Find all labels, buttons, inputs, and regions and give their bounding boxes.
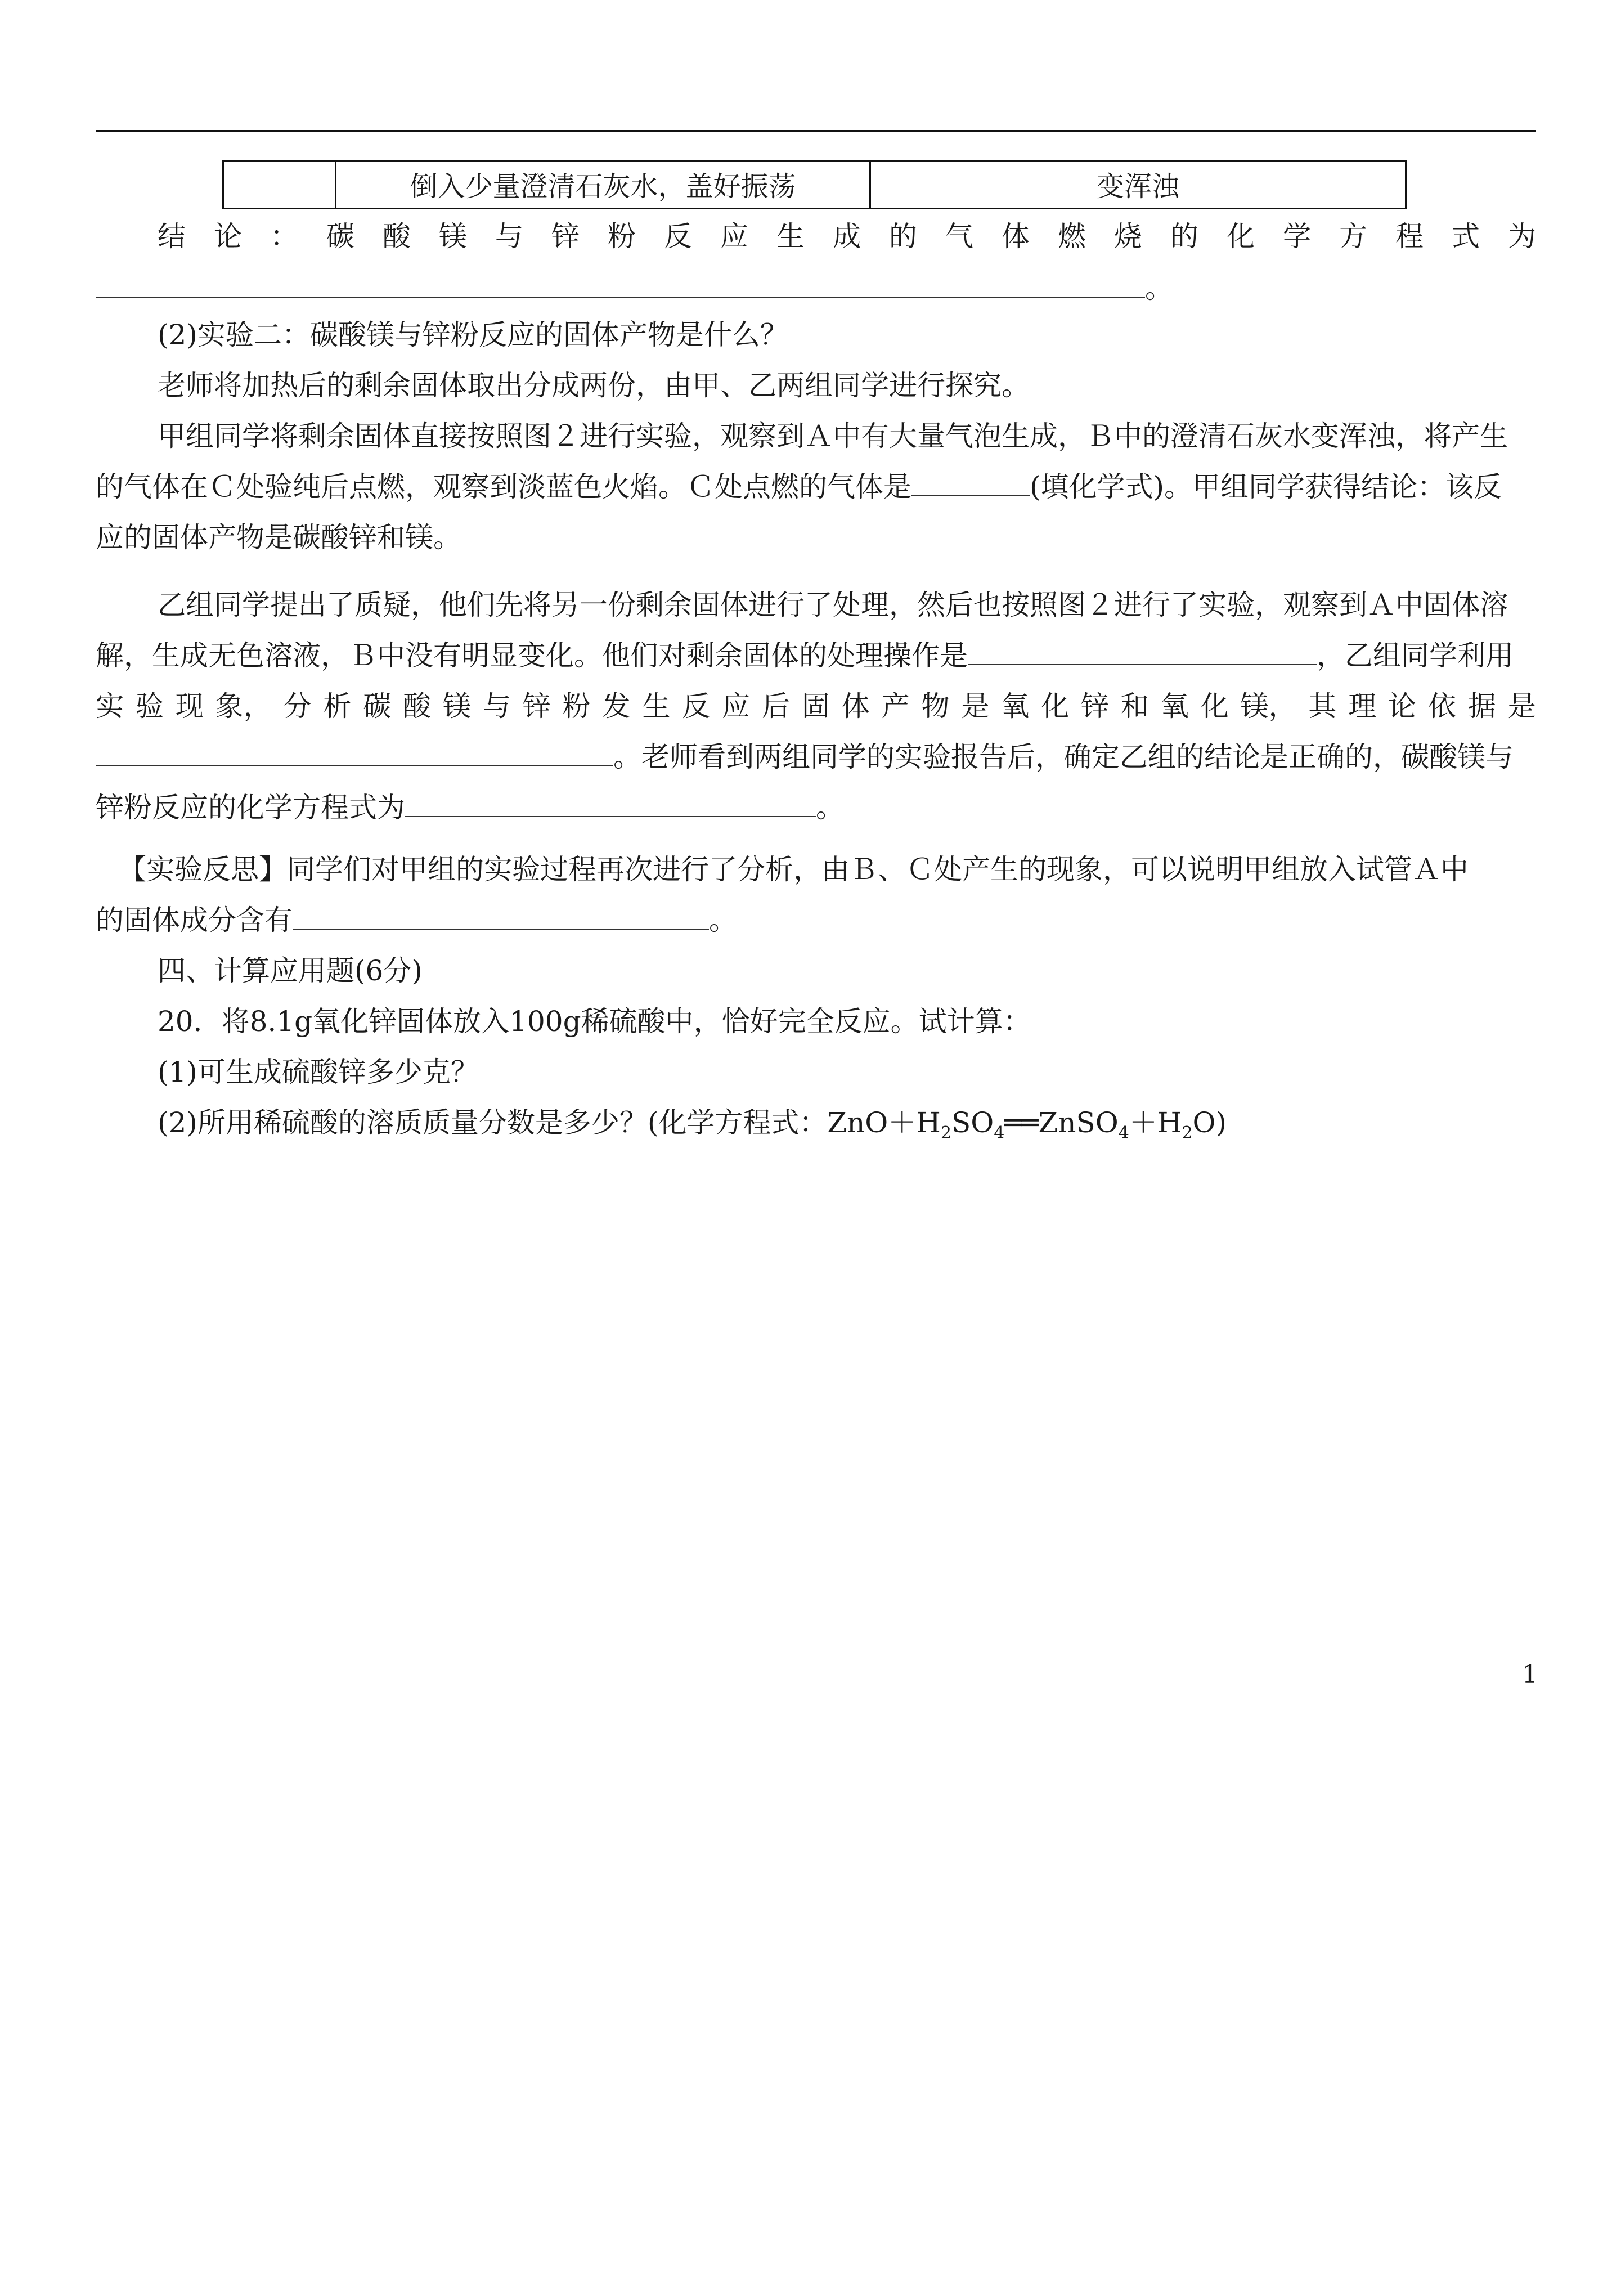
group-b-line-5 xyxy=(96,788,1536,827)
group-b-char: 产 xyxy=(881,690,910,723)
group-b-char: 物 xyxy=(921,690,950,723)
theory-blank[interactable] xyxy=(96,743,613,766)
period: 。 xyxy=(816,791,844,824)
conclusion-char: 锌 xyxy=(551,220,580,253)
group-b-char: 现 xyxy=(175,690,204,723)
group-b-char: 后 xyxy=(762,690,790,723)
group-b-text-4: 。老师看到两组同学的实验报告后，确定乙组的结论是正确的，碳酸镁与 xyxy=(613,741,1514,773)
group-b-char: 论 xyxy=(1388,690,1417,723)
conclusion-char: 化 xyxy=(1227,220,1255,253)
answer-blank[interactable] xyxy=(96,274,1145,298)
exp2-intro: 老师将加热后的剩余固体取出分成两份，由甲、乙两组同学进行探究。 xyxy=(158,369,1030,402)
group-b-char: 其 xyxy=(1308,690,1337,723)
group-b-char: 是 xyxy=(1507,690,1536,723)
group-b-text: 解，生成无色溶液，Ｂ中没有明显变化。他们对剩余固体的处理操作是 xyxy=(96,639,968,672)
conclusion-line xyxy=(96,217,1536,256)
group-b-char: 粉 xyxy=(562,690,591,723)
group-b-char: 镁 xyxy=(443,690,471,723)
reflection-text: 的固体成分含有 xyxy=(96,904,293,936)
conclusion-answer-line xyxy=(96,268,1536,308)
exp2-question: (2)实验二：碳酸镁与锌粉反应的固体产物是什么？ xyxy=(158,319,788,351)
subscript: 2 xyxy=(940,1123,951,1143)
group-a-line-2 xyxy=(96,467,1536,506)
group-a-line-1: 甲组同学将剩余固体直接按照图２进行实验，观察到Ａ中有大量气泡生成，Ｂ中的澄清石灰水变浑浊，将产生 xyxy=(158,420,1508,452)
group-b-char: 生 xyxy=(642,690,671,723)
group-b-char: 化 xyxy=(1200,690,1229,723)
group-b-char: 象， xyxy=(215,690,272,723)
conclusion-char: 的 xyxy=(1170,220,1198,253)
table-cell-phenomenon: 变浑浊 xyxy=(1096,171,1179,203)
subscript: 4 xyxy=(1118,1123,1129,1143)
component-blank[interactable] xyxy=(293,906,709,930)
conclusion-char: 反 xyxy=(664,220,692,253)
group-b-char: 反 xyxy=(682,690,711,723)
formula-part: SO xyxy=(951,1106,994,1139)
page-number: 1 xyxy=(1522,1660,1538,1689)
conclusion-char: 为 xyxy=(1508,220,1536,253)
group-a-text: 的气体在Ｃ处验纯后点燃，观察到淡蓝色火焰。Ｃ处点燃的气体是 xyxy=(96,470,911,503)
group-b-char: 氧 xyxy=(1160,690,1189,723)
table-cell-operation: 倒入少量澄清石灰水，盖好振荡 xyxy=(336,162,871,208)
group-b-char: 固 xyxy=(801,690,830,723)
conclusion-char: 酸 xyxy=(383,220,411,253)
group-b-char: 据 xyxy=(1467,690,1496,723)
reflection-line-1: 【实验反思】同学们对甲组的实验过程再次进行了分析，由Ｂ、Ｃ处产生的现象，可以说明甲组放入试管Ａ中 xyxy=(118,853,1469,886)
group-a-text-2: (填化学式)。甲组同学获得结论：该反 xyxy=(1030,470,1502,503)
group-b-char: 化 xyxy=(1041,690,1070,723)
formula-part: ＋H xyxy=(1129,1106,1182,1139)
conclusion-char: 方 xyxy=(1339,220,1367,253)
group-b-line-3 xyxy=(96,687,1536,726)
formula-part: O) xyxy=(1192,1106,1227,1139)
table-cell-empty xyxy=(224,162,336,208)
gas-formula-blank[interactable] xyxy=(911,473,1030,496)
group-b-text-2: ，乙组同学利用 xyxy=(1317,639,1514,672)
question-20: 20．将8.1g氧化锌固体放入100g稀硫酸中，恰好完全反应。试计算： xyxy=(158,1005,1031,1038)
conclusion-char: 式 xyxy=(1452,220,1480,253)
conclusion-char: 学 xyxy=(1283,220,1311,253)
group-b-char: 锌 xyxy=(1081,690,1109,723)
section-heading: 四、计算应用题(6分) xyxy=(158,954,423,987)
period: 。 xyxy=(709,904,737,936)
question-text: (2)所用稀硫酸的溶质质量分数是多少？(化学方程式：ZnO＋H xyxy=(158,1106,941,1139)
conclusion-char: 结 xyxy=(158,220,186,253)
group-b-char: 析 xyxy=(323,690,352,723)
conclusion-char: 生 xyxy=(776,220,805,253)
group-b-char: 发 xyxy=(602,690,631,723)
question-20-2 xyxy=(96,1103,1598,1153)
group-b-char: 锌 xyxy=(522,690,551,723)
equation-blank[interactable] xyxy=(405,793,816,817)
conclusion-char: ： xyxy=(270,220,298,253)
header-rule xyxy=(96,130,1536,132)
group-b-char: 碳 xyxy=(363,690,392,723)
group-b-char: 和 xyxy=(1120,690,1149,723)
conclusion-char: 气 xyxy=(945,220,973,253)
group-b-char: 应 xyxy=(722,690,751,723)
group-b-char: 分 xyxy=(283,690,312,723)
formula-part: ══ZnSO xyxy=(1004,1106,1119,1139)
conclusion-char: 碳 xyxy=(326,220,354,253)
group-b-char: 酸 xyxy=(403,690,432,723)
conclusion-char: 粉 xyxy=(608,220,636,253)
reflection-line-2 xyxy=(96,900,1536,940)
group-b-char: 依 xyxy=(1428,690,1456,723)
group-b-line-1: 乙组同学提出了质疑，他们先将另一份剩余固体进行了处理，然后也按照图２进行了实验，观察到Ａ中固体溶 xyxy=(158,589,1508,621)
conclusion-char: 与 xyxy=(495,220,523,253)
group-b-char: 体 xyxy=(841,690,870,723)
group-a-line-3: 应的固体产物是碳酸锌和镁。 xyxy=(96,521,461,554)
operation-blank[interactable] xyxy=(968,642,1317,665)
conclusion-char: 体 xyxy=(1002,220,1030,253)
conclusion-char: 镁 xyxy=(439,220,467,253)
conclusion-char: 程 xyxy=(1395,220,1424,253)
experiment-table-row xyxy=(222,160,1407,209)
conclusion-char: 的 xyxy=(889,220,917,253)
group-b-char: 实 xyxy=(96,690,124,723)
conclusion-char: 成 xyxy=(833,220,861,253)
group-b-line-2 xyxy=(96,636,1536,675)
question-20-1: (1)可生成硫酸锌多少克？ xyxy=(158,1056,479,1088)
group-b-char: 镁， xyxy=(1240,690,1297,723)
group-b-char: 是 xyxy=(961,690,990,723)
subscript: 2 xyxy=(1182,1123,1193,1143)
group-b-char: 与 xyxy=(482,690,511,723)
group-b-line-4 xyxy=(96,737,1536,777)
period: 。 xyxy=(1145,272,1173,304)
group-b-char: 理 xyxy=(1348,690,1377,723)
conclusion-char: 烧 xyxy=(1114,220,1142,253)
group-b-char: 氧 xyxy=(1001,690,1030,723)
subscript: 4 xyxy=(994,1123,1005,1143)
group-b-char: 验 xyxy=(135,690,164,723)
conclusion-char: 应 xyxy=(720,220,748,253)
group-b-text-5: 锌粉反应的化学方程式为 xyxy=(96,791,405,824)
conclusion-char: 燃 xyxy=(1058,220,1086,253)
conclusion-char: 论 xyxy=(214,220,242,253)
